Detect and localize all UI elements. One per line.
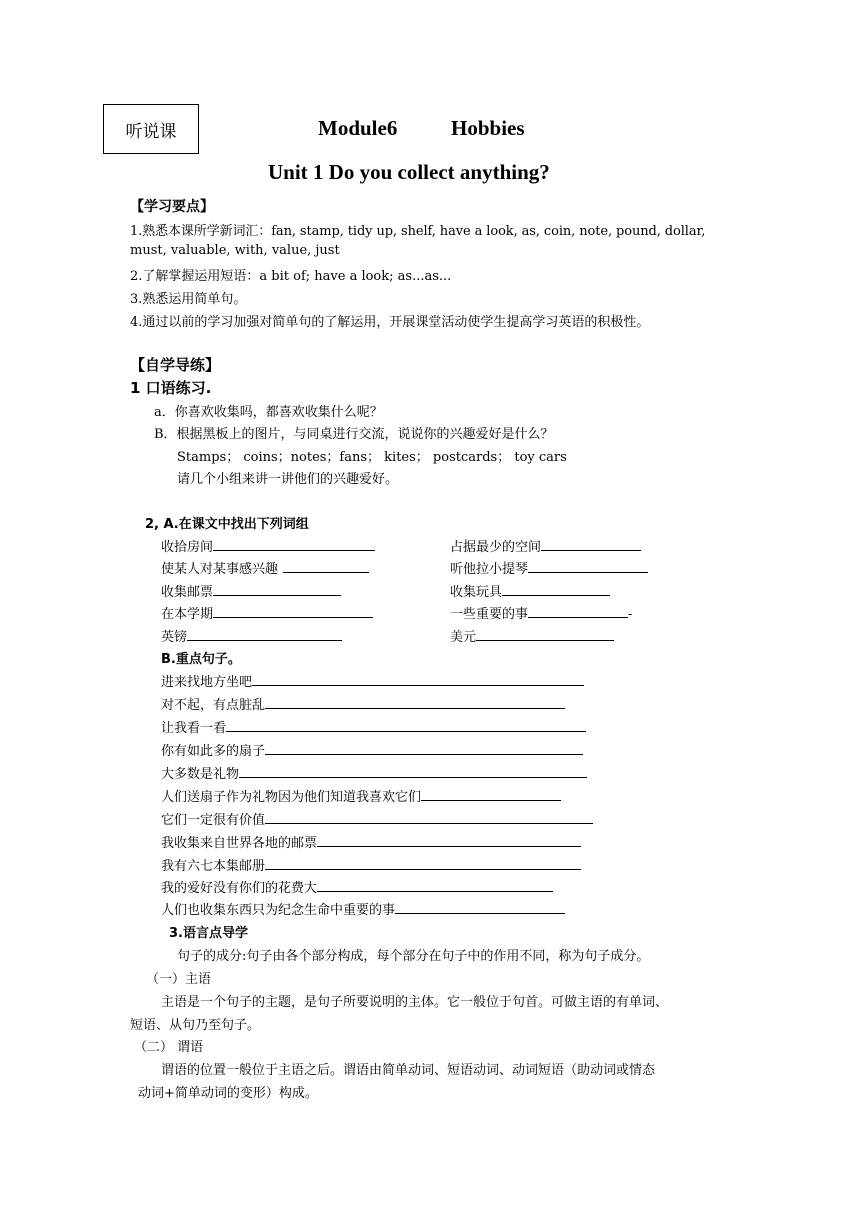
predicate-heading: （二） 谓语 bbox=[134, 1040, 204, 1055]
sentence-row bbox=[161, 877, 553, 896]
objective-3: 3.熟悉运用简单句。 bbox=[130, 292, 247, 307]
oral-question-b: B．根据黑板上的图片，与同桌进行交流，说说你的兴趣爱好是什么？ bbox=[154, 427, 554, 442]
sentence-answer-blank[interactable] bbox=[265, 742, 583, 755]
sentence-answer-blank[interactable] bbox=[265, 696, 565, 709]
sentence-row bbox=[161, 671, 584, 690]
phrases-heading: 2, A.在课文中找出下列词组 bbox=[145, 517, 309, 532]
phrase-left-label: 收集邮票 bbox=[161, 585, 214, 600]
lesson-type-box bbox=[103, 104, 199, 154]
predicate-text-cont: 动词+简单动词的变形）构成。 bbox=[138, 1086, 318, 1101]
sentence-prompt: 它们一定很有价值 bbox=[161, 813, 266, 828]
sentence-prompt: 让我看一看 bbox=[161, 721, 227, 736]
subject-text: 主语是一个句子的主题，是句子所要说明的主体。它一般位于句首。可做主语的有单词、 bbox=[161, 995, 669, 1010]
oral-question-a: a．你喜欢收集吗，都喜欢收集什么呢？ bbox=[154, 405, 383, 420]
guide-heading: 【自学导练】 bbox=[130, 356, 221, 374]
sentence-row bbox=[161, 740, 583, 759]
phrase-right-label: 一些重要的事 bbox=[450, 607, 529, 622]
objective-2: 2.了解掌握运用短语：a bit of; have a look; as...as... bbox=[130, 269, 452, 284]
unit-title: Unit 1 Do you collect anything? bbox=[268, 160, 550, 184]
phrase-answer-blank[interactable] bbox=[528, 560, 648, 573]
sentence-answer-blank[interactable] bbox=[395, 901, 565, 914]
module-title: Module6 bbox=[318, 116, 398, 140]
sentence-prompt: 人们送扇子作为礼物因为他们知道我喜欢它们 bbox=[161, 790, 422, 805]
phrase-row bbox=[161, 558, 369, 577]
phrase-row bbox=[161, 603, 373, 622]
phrase-row bbox=[161, 626, 342, 645]
subject-text-cont: 短语、从句乃至句子。 bbox=[130, 1018, 261, 1033]
sentence-prompt: 对不起，有点脏乱 bbox=[161, 698, 266, 713]
sentences-heading: B.重点句子。 bbox=[161, 652, 241, 667]
objective-1-line1: 1.熟悉本课所学新词汇：fan, stamp, tidy up, shelf, have a look, as, coin, note, pound, dollar, bbox=[130, 224, 706, 239]
oral-word-list: Stamps； coins；notes；fans； kites； postcards； toy cars bbox=[177, 450, 567, 465]
phrase-answer-blank[interactable] bbox=[213, 583, 341, 596]
phrase-answer-blank[interactable] bbox=[476, 628, 614, 641]
sentence-row bbox=[161, 717, 586, 736]
sentence-row bbox=[161, 694, 565, 713]
oral-group-task: 请几个小组来讲一讲他们的兴趣爱好。 bbox=[177, 472, 399, 487]
phrase-answer-blank[interactable] bbox=[187, 628, 342, 641]
subject-heading: （一）主语 bbox=[146, 972, 212, 987]
phrase-row bbox=[450, 603, 632, 622]
sentence-answer-blank[interactable] bbox=[239, 765, 587, 778]
phrase-right-label: 占据最少的空间 bbox=[450, 540, 542, 555]
sentence-prompt: 你有如此多的扇子 bbox=[161, 744, 266, 759]
sentence-prompt: 进来找地方坐吧 bbox=[161, 675, 253, 690]
lesson-type-label: 听说课 bbox=[125, 121, 177, 142]
objectives-heading: 【学习要点】 bbox=[130, 199, 214, 215]
phrase-answer-blank[interactable] bbox=[283, 560, 369, 573]
phrase-trailing-dash: - bbox=[628, 607, 633, 622]
phrase-answer-blank[interactable] bbox=[528, 605, 628, 618]
phrase-left-label: 使某人对某事感兴趣 bbox=[161, 562, 279, 577]
phrase-row bbox=[161, 581, 341, 600]
objective-4: 4.通过以前的学习加强对简单句的了解运用，开展课堂活动使学生提高学习英语的积极性。 bbox=[130, 315, 650, 330]
sentence-prompt: 我有六七本集邮册 bbox=[161, 859, 266, 874]
sentence-prompt: 我收集来自世界各地的邮票 bbox=[161, 836, 318, 851]
phrase-row bbox=[450, 536, 641, 555]
phrase-row bbox=[450, 581, 610, 600]
phrase-answer-blank[interactable] bbox=[541, 538, 641, 551]
phrase-row bbox=[450, 558, 648, 577]
sentence-row bbox=[161, 763, 587, 782]
sentence-row bbox=[161, 899, 565, 918]
sentence-answer-blank[interactable] bbox=[317, 834, 581, 847]
phrase-answer-blank[interactable] bbox=[213, 538, 375, 551]
oral-practice-heading: 1 口语练习. bbox=[130, 379, 212, 397]
sentence-prompt: 大多数是礼物 bbox=[161, 767, 240, 782]
phrase-row bbox=[450, 626, 614, 645]
phrase-left-label: 在本学期 bbox=[161, 607, 214, 622]
sentence-answer-blank[interactable] bbox=[265, 811, 593, 824]
sentence-prompt: 我的爱好没有你们的花费大 bbox=[161, 881, 318, 896]
phrase-answer-blank[interactable] bbox=[213, 605, 373, 618]
sentence-answer-blank[interactable] bbox=[421, 788, 561, 801]
predicate-text: 谓语的位置一般位于主语之后。谓语由简单动词、短语动词、动词短语（助动词或情态 bbox=[161, 1063, 656, 1078]
sentence-row bbox=[161, 809, 593, 828]
phrase-right-label: 听他拉小提琴 bbox=[450, 562, 529, 577]
phrase-row bbox=[161, 536, 375, 555]
module-subtitle: Hobbies bbox=[451, 116, 525, 140]
phrase-right-label: 美元 bbox=[450, 630, 477, 645]
phrase-left-label: 收拾房间 bbox=[161, 540, 214, 555]
sentence-row bbox=[161, 832, 581, 851]
grammar-intro: 句子的成分:句子由各个部分构成，每个部分在句子中的作用不同，称为句子成分。 bbox=[177, 949, 650, 964]
sentence-answer-blank[interactable] bbox=[226, 719, 586, 732]
sentence-row bbox=[161, 786, 561, 805]
phrase-left-label: 英镑 bbox=[161, 630, 188, 645]
sentence-row bbox=[161, 855, 581, 874]
objective-1-line2: must, valuable, with, value, just bbox=[130, 243, 340, 258]
phrase-answer-blank[interactable] bbox=[502, 583, 610, 596]
sentence-prompt: 人们也收集东西只为纪念生命中重要的事 bbox=[161, 903, 396, 918]
grammar-heading: 3.语言点导学 bbox=[169, 926, 248, 941]
sentence-answer-blank[interactable] bbox=[317, 879, 553, 892]
sentence-answer-blank[interactable] bbox=[252, 673, 584, 686]
phrase-right-label: 收集玩具 bbox=[450, 585, 503, 600]
sentence-answer-blank[interactable] bbox=[265, 857, 581, 870]
